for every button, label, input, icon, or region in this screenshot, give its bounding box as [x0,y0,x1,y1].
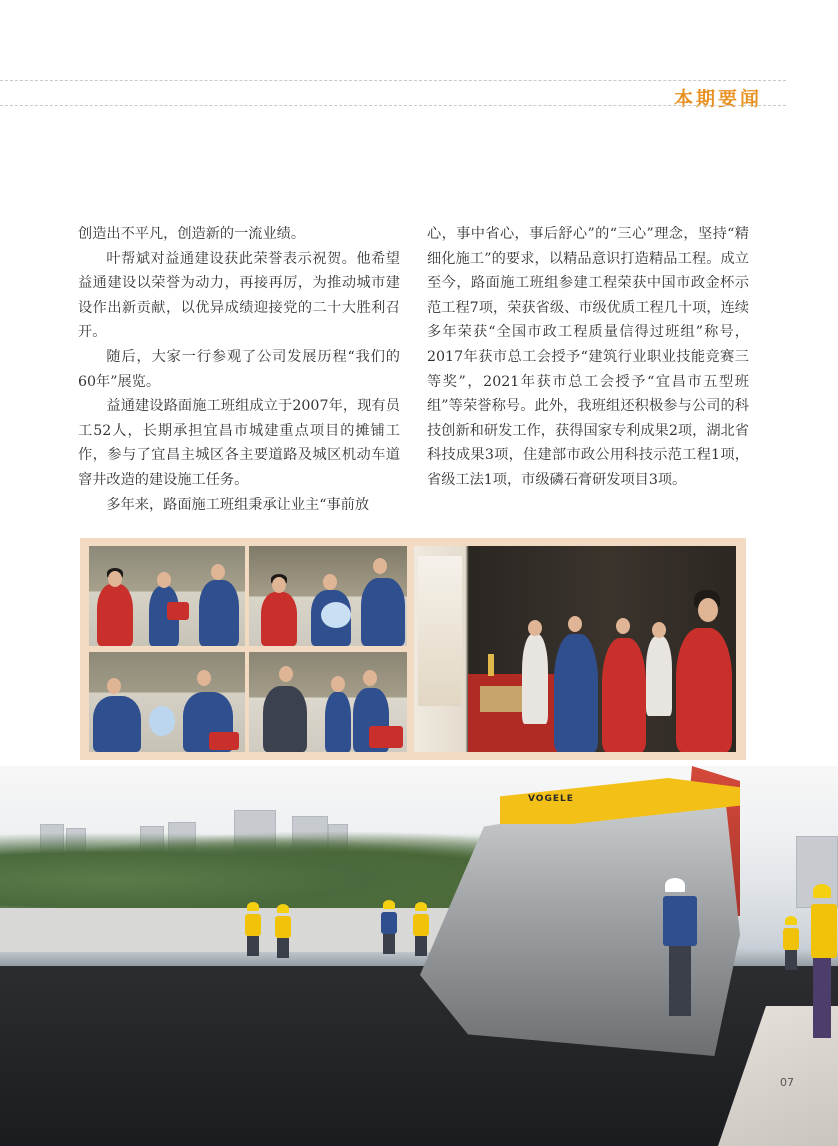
section-title: 本期要闻 [673,88,762,110]
photo-award-handover-3 [89,652,245,752]
header-rule-top [0,80,786,81]
photo-award-handover-1 [89,546,245,646]
article-right-column [427,222,749,493]
article-paragraph: 多年来，路面施工班组秉承让业主“事前放 [106,496,370,513]
article-left-column [78,222,400,517]
road-worker [780,916,802,970]
article-paragraph: 随后，大家一行参观了公司发展历程“我们的60年”展览。 [78,348,400,390]
article-paragraph: 益通建设路面施工班组成立于2007年，现有员工52人，长期承担宜昌市城建重点项目的摊铺工作，参与了宜昌主城区各主要道路及城区机动车道窨井改造的建设施工任务。 [78,398,400,488]
road-worker [410,902,432,956]
photo-award-handover-2 [249,546,407,646]
page-number: 07 [780,1076,794,1089]
road-worker [242,902,264,956]
road-worker [660,878,700,1018]
photo-exhibition-visit [414,546,736,752]
article-paragraph: 创造出不平凡，创造新的一流业绩。 [78,226,306,242]
road-worker [272,904,294,958]
hero-paving-photo [0,766,838,1146]
article-paragraph: 心，事中省心，事后舒心”的“三心”理念，坚持“精细化施工”的要求，以精品意识打造精品工程。成立至今，路面施工班组参建工程荣获中国市政金杯示范工程7项，荣获省级、市级优质工程几十项，连续多年荣获“全国市政工程质量信得过班组”称号，2017年获市总工会授予“建筑行业职业技能竞赛三等奖”，2021年获市总工会授予“宜昌市五型班组”等荣誉称号。此外，我班组还积极参与公司的科技创新和研发工作，获得国家专利成果2项，湖北省科技成果3项，住建部市政公用科技示范工程1项，省级工法1项，市级磷石膏研发项目3项。 [427,226,749,488]
road-worker [378,900,400,954]
header-rule-bottom [0,105,786,106]
paver-brand-label: VOGELE [528,794,574,804]
photo-award-handover-4 [249,652,407,752]
road-worker [808,884,838,1044]
article-paragraph: 叶帮斌对益通建设获此荣誉表示祝贺。他希望益通建设以荣誉为动力，再接再厉，为推动城市建设作出新贡献，以优异成绩迎接党的二十大胜利召开。 [78,250,400,341]
photo-collage [80,538,746,760]
